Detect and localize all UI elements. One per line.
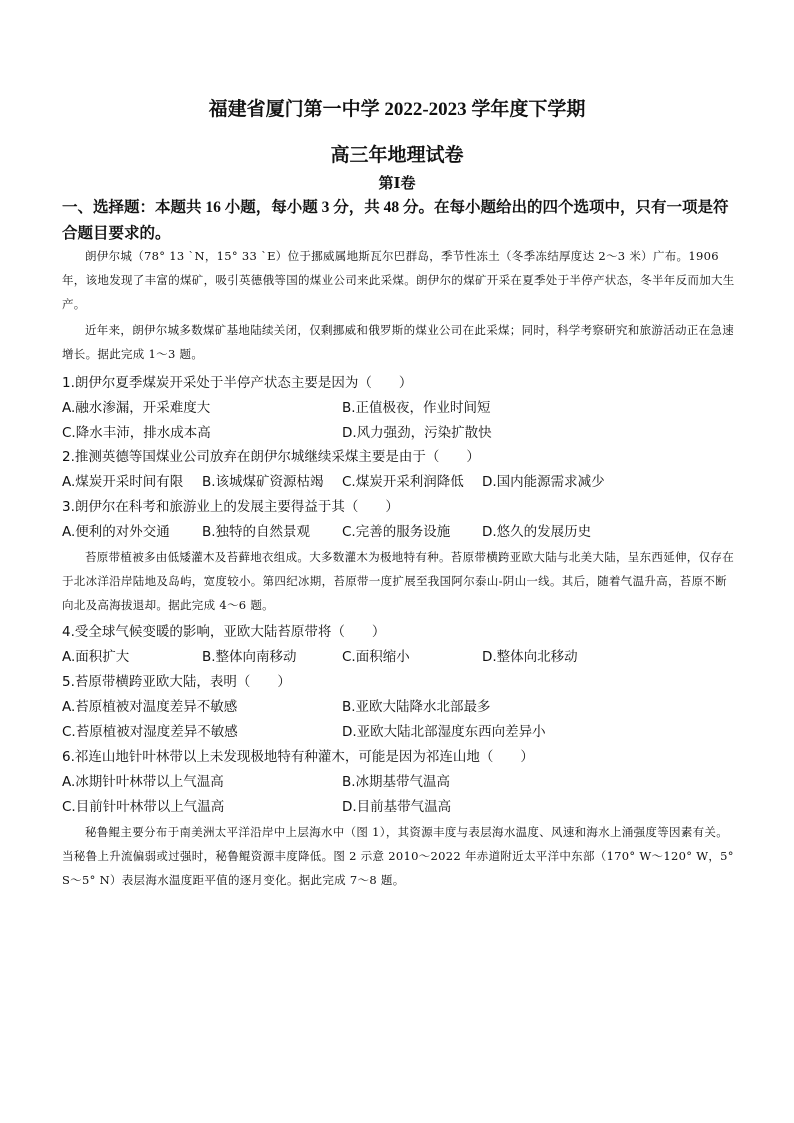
- question-3-option-b[interactable]: B.独特的自然景观: [202, 524, 311, 540]
- exam-title: 高三年地理试卷: [330, 145, 464, 166]
- section-heading: 一、选择题：本题共 16 小题，每小题 3 分，共 48 分。在每小题给出的四个选项中，只有一项是符合题目要求的。: [62, 199, 729, 242]
- question-6-option-d[interactable]: D.目前基带气温高: [342, 799, 452, 815]
- passage-4: 秘鲁鲲主要分布于南美洲太平洋沿岸中上层海水中（图 1），其资源丰度与表层海水温度、风速和海水上涌强度等因素有关。当秘鲁上升流偏弱或过强时，秘鲁鲲资源丰度降低。图 2 示意 2010～2022 年赤道附近太平洋中东部（170° W～120° W，5° S～5° N）表层海水温度距平值的逐月变化。据此完成 7～8 题。: [62, 825, 734, 887]
- question-2-stem: 2.推测英德等国煤业公司放弃在朗伊尔城继续采煤主要是由于（ ）: [62, 449, 480, 465]
- question-1-option-b[interactable]: B.正值极夜，作业时间短: [342, 400, 491, 416]
- question-6-option-c[interactable]: C.目前针叶林带以上气温高: [62, 799, 225, 815]
- question-2-option-d[interactable]: D.国内能源需求减少: [482, 474, 605, 490]
- volume-label: 第Ⅰ卷: [378, 176, 416, 192]
- question-4-stem: 4.受全球气候变暖的影响，亚欧大陆苔原带将（ ）: [62, 624, 386, 640]
- question-3-option-d[interactable]: D.悠久的发展历史: [482, 524, 592, 540]
- passage-2: 近年来，朗伊尔城多数煤矿基地陆续关闭，仅剩挪威和俄罗斯的煤业公司在此采煤；同时，科学考察研究和旅游活动正在急速增长。据此完成 1～3 题。: [62, 323, 734, 361]
- question-4-option-d[interactable]: D.整体向北移动: [482, 649, 578, 665]
- passage-3: 苔原带植被多由低矮灌木及苔藓地衣组成。大多数灌木为极地特有种。苔原带横跨亚欧大陆与北美大陆，呈东西延伸，仅存在于北冰洋沿岸陆地及岛屿，宽度较小。第四纪冰期，苔原带一度扩展至我国阿尔泰山-阴山一线。其后，随着气温升高，苔原不断向北及高海拔退却。据此完成 4～6 题。: [62, 550, 734, 612]
- question-3-option-c[interactable]: C.完善的服务设施: [342, 524, 451, 540]
- question-1-option-c[interactable]: C.降水丰沛，排水成本高: [62, 425, 211, 441]
- question-2-option-a[interactable]: A.煤炭开采时间有限: [62, 474, 184, 490]
- question-2-option-c[interactable]: C.煤炭开采利润降低: [342, 474, 464, 490]
- question-6-option-b[interactable]: B.冰期基带气温高: [342, 774, 451, 790]
- question-5-option-c[interactable]: C.苔原植被对湿度差异不敏感: [62, 724, 238, 740]
- question-4-option-b[interactable]: B.整体向南移动: [202, 649, 297, 665]
- question-5-option-a[interactable]: A.苔原植被对温度差异不敏感: [62, 699, 238, 715]
- question-4-option-c[interactable]: C.面积缩小: [342, 649, 410, 665]
- school-title: 福建省厦门第一中学 2022-2023 学年度下学期: [208, 99, 586, 120]
- question-5-option-b[interactable]: B.亚欧大陆降水北部最多: [342, 699, 491, 715]
- question-3-option-a[interactable]: A.便利的对外交通: [62, 524, 170, 540]
- question-4-option-a[interactable]: A.面积扩大: [62, 649, 130, 665]
- question-1-stem: 1.朗伊尔夏季煤炭开采处于半停产状态主要是因为（ ）: [62, 375, 413, 391]
- question-1-option-d[interactable]: D.风力强劲，污染扩散快: [342, 425, 492, 441]
- question-2-option-b[interactable]: B.该城煤矿资源枯竭: [202, 474, 324, 490]
- question-6-option-a[interactable]: A.冰期针叶林带以上气温高: [62, 774, 224, 790]
- passage-1: 朗伊尔城（78° 13 `N，15° 33 `E）位于挪威属地斯瓦尔巴群岛，季节性冻土（冬季冻结厚度达 2～3 米）广布。1906 年，该地发现了丰富的煤矿，吸引英德俄等国的煤业公司来此采煤。朗伊尔的煤矿开采在夏季处于半停产状态，冬半年反而加大生产。: [62, 249, 735, 311]
- question-1-option-a[interactable]: A.融水渗漏，开采难度大: [62, 400, 211, 416]
- question-5-stem: 5.苔原带横跨亚欧大陆，表明（ ）: [62, 674, 291, 690]
- question-6-stem: 6.祁连山地针叶林带以上未发现极地特有种灌木，可能是因为祁连山地（ ）: [62, 749, 534, 765]
- question-3-stem: 3.朗伊尔在科考和旅游业上的发展主要得益于其（ ）: [62, 499, 399, 515]
- question-5-option-d[interactable]: D.亚欧大陆北部湿度东西向差异小: [342, 724, 546, 740]
